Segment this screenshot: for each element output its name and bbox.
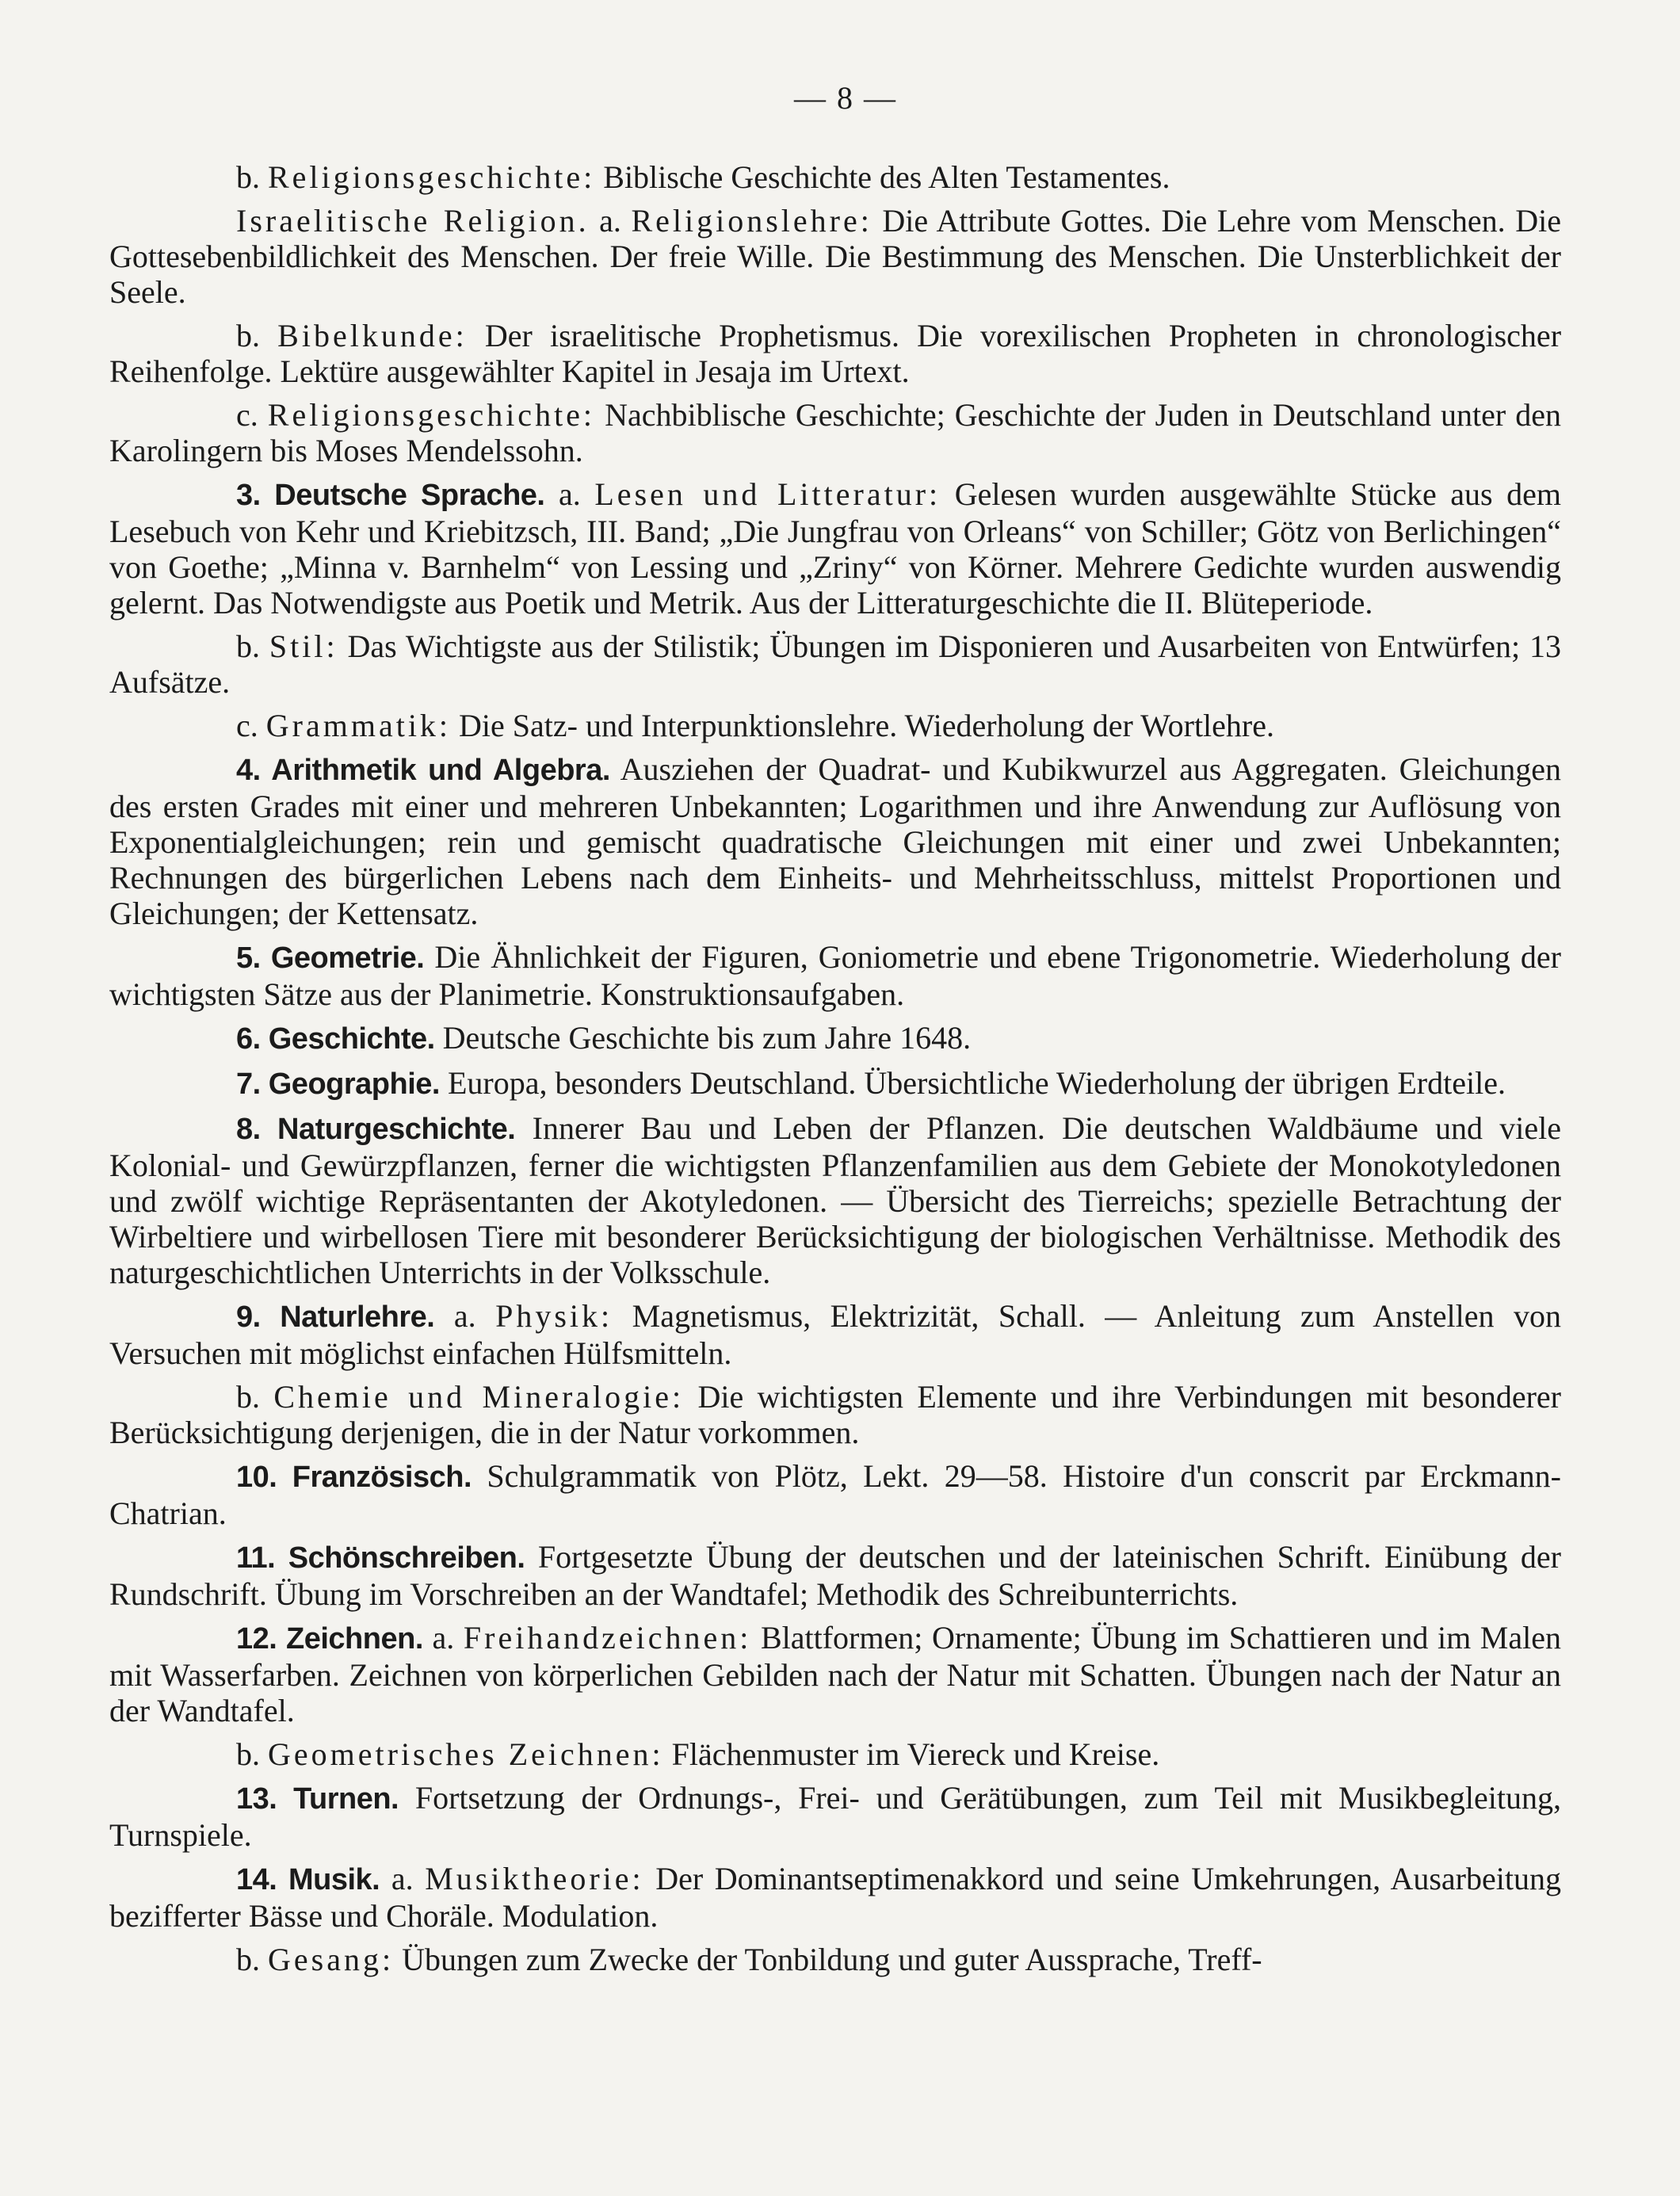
subsection-label: Geometrisches Zeichnen: bbox=[268, 1736, 664, 1772]
paragraph-text: Gelesen wurden ausgewählte Stücke aus dem Lesebuch von Kehr und Kriebitzsch, III. Band; „Die Jungfrau von Orleans“ von Schiller; Götz von Berlichingen“ von Goethe; „Minna v. Barnhelm“ von Lessing und „Zriny“ von Körner. Mehrere Gedichte wurden auswendig gelernt. Das Notwendigste aus Poetik und Metrik. Aus der Litteraturgeschichte die II. Blüteperiode. bbox=[109, 476, 1562, 621]
paragraph-text: Innerer Bau und Leben der Pflanzen. Die deutschen Waldbäume und viele Kolonial- und Gewürzpflanzen, ferner die wichtigsten Pflanzenfamilien aus dem Gebiete der Monokotyledonen und zwölf wichtige Repräsentanten der Akotyledonen. — Übersicht des Tierreichs; spezielle Betrachtung der Wirbeltiere und wirbellosen Tiere mit besonderer Berücksichtigung der biologischen Verhältnisse. Methodik des naturgeschichtlichen Unterrichts in der Volksschule. bbox=[109, 1110, 1561, 1290]
paragraph bbox=[109, 203, 1561, 310]
item-letter: b. bbox=[236, 1736, 268, 1772]
paragraph bbox=[109, 318, 1561, 389]
subsection-label: Bibelkunde: bbox=[277, 318, 468, 353]
item-letter: a. bbox=[380, 1861, 426, 1896]
subsection-label: Gesang: bbox=[268, 1942, 395, 1977]
paragraph-text: Fortsetzung der Ordnungs-, Frei- und Gerätübungen, zum Teil mit Musikbegleitung, Turnspiele. bbox=[109, 1780, 1561, 1853]
paragraph-text: Der israelitische Prophetismus. Die vorexilischen Propheten in chronologischer Reihenfolge. Lektüre ausgewählter Kapitel in Jesaja im Urtext. bbox=[109, 318, 1562, 389]
item-letter: a. bbox=[544, 476, 595, 512]
paragraph bbox=[109, 1942, 1561, 1977]
item-letter: a. bbox=[422, 1620, 464, 1656]
section-heading: 8. Naturgeschichte. bbox=[236, 1113, 516, 1146]
section-title: Israelitische Religion. bbox=[236, 203, 590, 239]
paragraph bbox=[109, 1458, 1561, 1531]
item-letter: b. bbox=[236, 628, 269, 664]
paragraph-text: Der Dominantseptimenakkord und seine Umkehrungen, Ausarbeitung bezifferter Bässe und Choräle. Modulation. bbox=[109, 1861, 1561, 1934]
section-heading: 4. Arithmetik und Algebra. bbox=[236, 754, 610, 787]
paragraph-text: Ausziehen der Quadrat- und Kubikwurzel aus Aggregaten. Gleichungen des ersten Grades mit einer und mehreren Unbekannten; Logarithmen und ihre Anwendung zur Auflösung von Exponentialgleichungen; rein und gemischt quadratische Gleichungen mit einer und zwei Unbekannten; Rechnungen des bürgerlichen Lebens nach dem Einheits- und Mehrheitsschluss, mittelst Proportionen und Gleichungen; der Kettensatz. bbox=[109, 751, 1562, 931]
paragraph-text: Europa, besonders Deutschland. Übersichtliche Wiederholung der übrigen Erdteile. bbox=[439, 1065, 1506, 1101]
subsection-label: Musiktheorie: bbox=[425, 1861, 644, 1896]
page-number: — 8 — bbox=[794, 80, 897, 116]
paragraph-text: Biblische Geschichte des Alten Testamentes. bbox=[595, 159, 1170, 195]
paragraph-text: Deutsche Geschichte bis zum Jahre 1648. bbox=[434, 1020, 972, 1056]
paragraph bbox=[109, 1620, 1561, 1728]
section-heading: 13. Turnen. bbox=[236, 1782, 399, 1816]
paragraph-text: Fortgesetzte Übung der deutschen und der lateinischen Schrift. Einübung der Rundschrift. Übung im Vorschreiben an der Wandtafel; Methodik des Schreibunterrichts. bbox=[109, 1539, 1561, 1612]
section-heading: 5. Geometrie. bbox=[236, 941, 425, 975]
item-letter: c. bbox=[236, 397, 268, 433]
paragraph bbox=[109, 708, 1561, 743]
paragraph-text: Die Ähnlichkeit der Figuren, Goniometrie und ebene Trigonometrie. Wiederholung der wichtigsten Sätze aus der Planimetrie. Konstruktionsaufgaben. bbox=[109, 939, 1562, 1012]
item-letter: b. bbox=[236, 1379, 274, 1415]
paragraph-text: Das Wichtigste aus der Stilistik; Übungen im Disponieren und Ausarbeiten von Entwürfen; 13 Aufsätze. bbox=[109, 628, 1561, 700]
paragraph-text: Nachbiblische Geschichte; Geschichte der Juden in Deutschland unter den Karolingern bis Moses Mendelssohn. bbox=[109, 397, 1561, 468]
paragraph-text: Schulgrammatik von Plötz, Lekt. 29—58. Histoire d'un conscrit par Erckmann-Chatrian. bbox=[109, 1458, 1561, 1531]
paragraph bbox=[109, 751, 1561, 931]
subsection-label: Stil: bbox=[269, 628, 338, 664]
section-heading: 11. Schönschreiben. bbox=[236, 1541, 525, 1575]
section-heading: 14. Musik. bbox=[236, 1863, 380, 1896]
paragraph bbox=[109, 1780, 1561, 1853]
subsection-label: Chemie und Mineralogie: bbox=[273, 1379, 685, 1415]
paragraph bbox=[109, 1298, 1561, 1371]
paragraph-text: Blattformen; Ornamente; Übung im Schattieren und im Malen mit Wasserfarben. Zeichnen von körperlichen Gebilden nach der Natur mit Schatten. Übungen nach der Natur an der Wandtafel. bbox=[109, 1620, 1561, 1728]
subsection-label: Grammatik: bbox=[265, 708, 452, 743]
subsection-label: Freihandzeichnen: bbox=[463, 1620, 752, 1656]
paragraph bbox=[109, 1539, 1561, 1612]
paragraph-text: Die Attribute Gottes. Die Lehre vom Menschen. Die Gottesebenbildlichkeit des Menschen. Der freie Wille. Die Bestimmung des Menschen. Die Unsterblichkeit der Seele. bbox=[109, 203, 1561, 310]
body-text bbox=[109, 159, 1561, 1977]
item-letter: a. bbox=[589, 203, 632, 239]
paragraph bbox=[109, 1020, 1561, 1057]
paragraph-text: Magnetismus, Elektrizität, Schall. — Anleitung zum Anstellen von Versuchen mit möglichst einfachen Hülfsmitteln. bbox=[109, 1298, 1561, 1371]
paragraph bbox=[109, 939, 1561, 1012]
paragraph bbox=[109, 159, 1561, 195]
item-letter: a. bbox=[434, 1298, 496, 1334]
paragraph bbox=[109, 628, 1561, 700]
section-heading: 10. Französisch. bbox=[236, 1461, 472, 1494]
item-letter: b. bbox=[236, 318, 278, 353]
subsection-label: Religionsgeschichte: bbox=[268, 159, 596, 195]
subsection-label: Physik: bbox=[495, 1298, 613, 1334]
paragraph-text: Flächenmuster im Viereck und Kreise. bbox=[663, 1736, 1160, 1772]
paragraph bbox=[109, 476, 1561, 621]
paragraph-text: Die Satz- und Interpunktionslehre. Wiederholung der Wortlehre. bbox=[451, 708, 1274, 743]
paragraph bbox=[109, 397, 1561, 468]
paragraph bbox=[109, 1736, 1561, 1772]
section-heading: 7. Geographie. bbox=[236, 1067, 440, 1101]
paragraph bbox=[109, 1861, 1561, 1934]
section-heading: 3. Deutsche Sprache. bbox=[236, 479, 545, 512]
section-heading: 6. Geschichte. bbox=[236, 1022, 435, 1056]
subsection-label: Lesen und Litteratur: bbox=[594, 476, 941, 512]
item-letter: c. bbox=[236, 708, 266, 743]
paragraph-text: Die wichtigsten Elemente und ihre Verbindungen mit besonderer Berücksichtigung derjenigen, die in der Natur vorkommen. bbox=[109, 1379, 1562, 1450]
section-heading: 12. Zeichnen. bbox=[236, 1622, 423, 1656]
item-letter: b. bbox=[236, 159, 268, 195]
subsection-label: Religionsgeschichte: bbox=[267, 397, 596, 433]
paragraph bbox=[109, 1110, 1561, 1290]
paragraph-text: Übungen zum Zwecke der Tonbildung und guter Aussprache, Treff- bbox=[394, 1942, 1262, 1977]
subsection-label: Religionslehre: bbox=[631, 203, 872, 239]
item-letter: b. bbox=[236, 1942, 268, 1977]
section-heading: 9. Naturlehre. bbox=[236, 1300, 435, 1334]
paragraph bbox=[109, 1065, 1561, 1102]
paragraph bbox=[109, 1379, 1561, 1450]
